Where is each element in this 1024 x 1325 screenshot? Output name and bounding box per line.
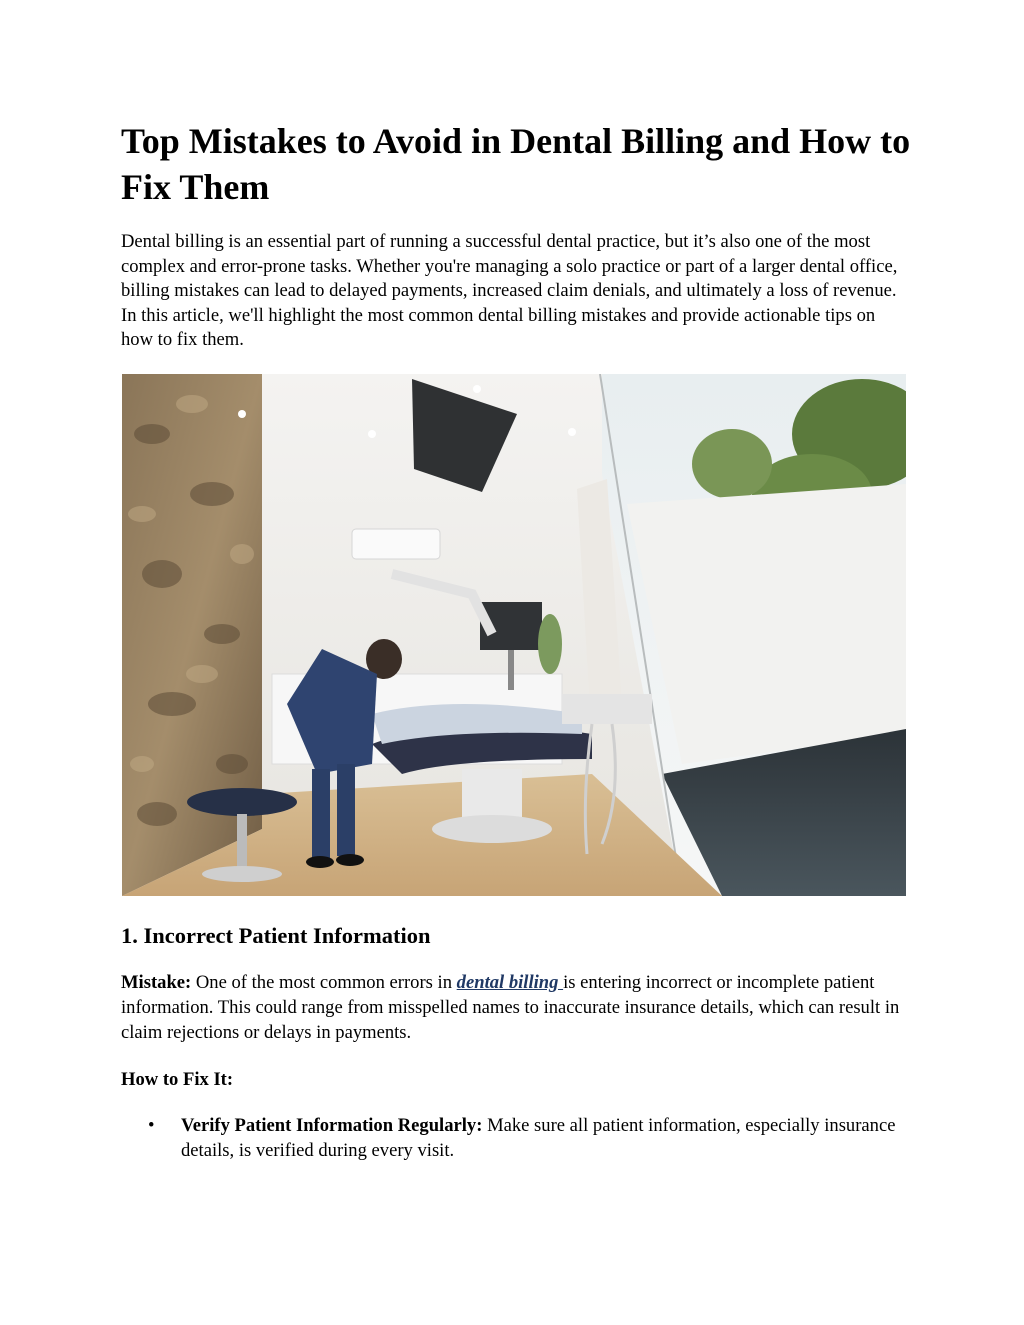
dental-billing-link[interactable]: dental billing — [456, 972, 564, 993]
article-title: Top Mistakes to Avoid in Dental Billing and How to Fix Them — [121, 121, 911, 207]
fix-list — [121, 1113, 921, 1163]
bullet-label: Verify Patient Information Regularly: — [181, 1115, 483, 1136]
how-to-fix-heading: How to Fix It: — [121, 1069, 234, 1090]
intro-paragraph: Dental billing is an essential part of running a successful dental practice, but it’s also one of the most complex and error-prone tasks. Whether you're managing a solo practice or part of a larger dental office, billing mistakes can lead to delayed payments, increased claim denials, and ultimately a loss of revenue. In this article, we'll highlight the most common dental billing mistakes and provide actionable tips on how to fix them. — [121, 231, 898, 351]
mistake-text-before: One of the most common errors in — [191, 972, 457, 993]
mistake-paragraph — [121, 970, 911, 1045]
dental-office-photo — [122, 374, 906, 896]
section-heading: 1. Incorrect Patient Information — [121, 923, 431, 948]
list-item — [121, 1113, 921, 1163]
bullet-text: Make sure all patient information, especially insurance details, is verified during every visit. — [181, 1115, 896, 1161]
mistake-label: Mistake: — [121, 972, 192, 993]
mistake-text-after: is entering incorrect or incomplete patient information. This could range from misspelled names to inaccurate insurance details, which can result in claim rejections or delays in payments. — [121, 972, 900, 1043]
bullet-marker: • — [148, 1115, 155, 1136]
